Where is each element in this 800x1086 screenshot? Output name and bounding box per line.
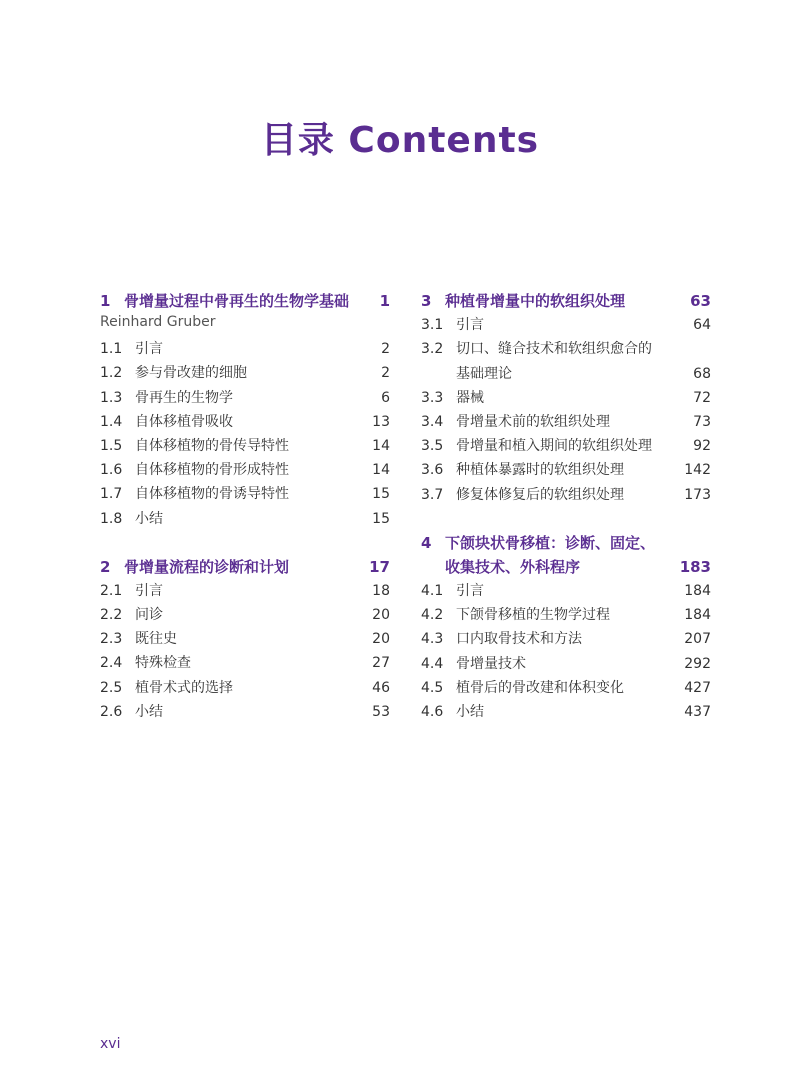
section-page: 18 — [372, 582, 390, 599]
section-title: 修复体修复后的软组织处理 — [456, 486, 624, 503]
section-page: 437 — [684, 704, 711, 720]
section-number: 4.2 — [421, 607, 444, 624]
section-number: 3.6 — [421, 462, 444, 479]
chapter-page: 63 — [690, 292, 711, 310]
section-number: 1.1 — [100, 341, 123, 358]
section-title: 器械 — [456, 389, 484, 406]
chapter-author: Reinhard Gruber — [100, 314, 216, 331]
section-number: 1.7 — [100, 486, 123, 503]
toc-entry[interactable] — [421, 387, 711, 411]
section-page: 14 — [372, 437, 390, 454]
toc-entry[interactable] — [421, 653, 711, 677]
chapter-title: 骨增量过程中骨再生的生物学基础 — [124, 292, 350, 310]
section-title: 骨增量技术 — [456, 655, 526, 672]
toc-entry[interactable] — [421, 701, 711, 725]
section-title: 骨增量和植入期间的软组织处理 — [456, 438, 652, 455]
toc-chapter-4-continuation[interactable] — [421, 556, 711, 580]
toc-chapter-3[interactable] — [421, 290, 711, 314]
section-number: 3.4 — [421, 413, 444, 430]
section-title: 引言 — [135, 341, 163, 358]
section-page: 184 — [684, 583, 711, 600]
toc-entry[interactable] — [421, 604, 711, 628]
toc-entry[interactable] — [421, 411, 711, 435]
chapter-number: 4 — [421, 533, 432, 552]
section-number: 4.1 — [421, 583, 444, 600]
section-title: 自体移植骨吸收 — [135, 413, 233, 430]
section-number: 2.4 — [100, 655, 123, 672]
section-page: 53 — [372, 703, 390, 720]
section-page: 72 — [693, 389, 711, 406]
spacer — [421, 508, 711, 532]
toc-entry[interactable] — [100, 580, 390, 604]
chapter-page: 1 — [379, 292, 390, 310]
section-number: 1.3 — [100, 389, 123, 406]
chapter-title-line2: 收集技术、外科程序 — [445, 557, 581, 576]
toc-entry[interactable] — [421, 628, 711, 652]
section-title: 种植体暴露时的软组织处理 — [456, 462, 624, 479]
section-page: 20 — [372, 607, 390, 624]
toc-entry[interactable] — [100, 701, 390, 725]
toc-entry[interactable] — [100, 677, 390, 701]
toc-entry[interactable] — [100, 362, 390, 386]
toc-entry[interactable] — [421, 338, 711, 362]
section-number: 4.3 — [421, 631, 444, 648]
toc-entry[interactable] — [421, 677, 711, 701]
section-page: 64 — [693, 317, 711, 334]
toc-entry[interactable] — [100, 483, 390, 507]
toc-entry-continuation[interactable] — [421, 363, 711, 387]
section-title: 自体移植物的骨形成特性 — [135, 462, 289, 479]
section-number: 2.3 — [100, 631, 123, 648]
section-number: 4.4 — [421, 655, 444, 672]
section-number: 3.1 — [421, 317, 444, 334]
section-number: 3.7 — [421, 486, 444, 503]
section-page: 68 — [693, 365, 711, 382]
toc-chapter-2[interactable] — [100, 556, 390, 580]
chapter-title: 骨增量流程的诊断和计划 — [124, 557, 290, 576]
toc-entry[interactable] — [100, 387, 390, 411]
section-number: 2.2 — [100, 607, 123, 624]
toc-entry[interactable] — [100, 628, 390, 652]
section-page: 173 — [684, 486, 711, 503]
section-number: 2.6 — [100, 703, 123, 720]
section-page: 2 — [381, 341, 390, 358]
section-page: 427 — [684, 679, 711, 696]
section-number: 1.8 — [100, 510, 123, 527]
section-page: 20 — [372, 631, 390, 648]
chapter-page: 17 — [369, 557, 390, 576]
chapter-page: 183 — [679, 557, 711, 576]
section-number: 1.4 — [100, 413, 123, 430]
page-number: xvi — [100, 1036, 121, 1052]
section-page: 27 — [372, 655, 390, 672]
toc-chapter-4[interactable] — [421, 532, 711, 556]
toc-entry[interactable] — [100, 338, 390, 362]
section-title: 骨再生的生物学 — [135, 389, 233, 406]
section-title: 引言 — [456, 583, 484, 600]
section-title: 植骨术式的选择 — [135, 679, 233, 696]
toc-entry[interactable] — [100, 508, 390, 532]
section-page: 6 — [381, 389, 390, 406]
section-number: 1.6 — [100, 462, 123, 479]
section-page: 15 — [372, 486, 390, 503]
section-page: 15 — [372, 510, 390, 527]
toc-entry[interactable] — [421, 435, 711, 459]
toc-chapter-1[interactable] — [100, 290, 390, 314]
section-title: 问诊 — [135, 607, 163, 624]
toc-entry[interactable] — [421, 484, 711, 508]
section-page: 46 — [372, 679, 390, 696]
section-title: 小结 — [135, 510, 163, 527]
section-number: 2.5 — [100, 679, 123, 696]
chapter-title-line1: 下颌块状骨移植：诊断、固定、 — [445, 533, 656, 552]
section-number: 4.5 — [421, 679, 444, 696]
section-title: 自体移植物的骨诱导特性 — [135, 486, 289, 503]
toc-entry[interactable] — [100, 459, 390, 483]
toc-column-left — [100, 290, 390, 725]
toc-entry[interactable] — [100, 652, 390, 676]
toc-entry[interactable] — [421, 314, 711, 338]
section-page: 13 — [372, 413, 390, 430]
section-title: 引言 — [135, 582, 163, 599]
section-page: 73 — [693, 413, 711, 430]
section-page: 292 — [684, 655, 711, 672]
section-title: 自体移植物的骨传导特性 — [135, 437, 289, 454]
section-title: 口内取骨技术和方法 — [456, 631, 582, 648]
toc-entry[interactable] — [421, 580, 711, 604]
spacer — [100, 532, 390, 556]
section-title: 小结 — [135, 703, 163, 720]
chapter-title: 种植骨增量中的软组织处理 — [445, 292, 626, 310]
section-title: 骨增量术前的软组织处理 — [456, 413, 610, 430]
toc-entry[interactable] — [100, 604, 390, 628]
section-number: 3.2 — [421, 341, 444, 358]
section-title: 引言 — [456, 317, 484, 334]
section-title: 小结 — [456, 704, 484, 720]
section-number: 1.2 — [100, 365, 123, 382]
section-title: 植骨后的骨改建和体积变化 — [456, 679, 624, 696]
section-title-line1: 切口、缝合技术和软组织愈合的 — [456, 341, 652, 358]
section-title-line2: 基础理论 — [456, 365, 512, 382]
section-page: 14 — [372, 462, 390, 479]
toc-entry[interactable] — [100, 435, 390, 459]
section-title: 参与骨改建的细胞 — [135, 365, 247, 382]
section-page: 142 — [684, 462, 711, 479]
chapter-number: 1 — [100, 292, 111, 310]
toc-entry[interactable] — [421, 459, 711, 483]
section-number: 3.5 — [421, 438, 444, 455]
section-title: 特殊检查 — [135, 655, 191, 672]
chapter-number: 2 — [100, 557, 111, 576]
section-number: 2.1 — [100, 582, 123, 599]
section-page: 207 — [684, 631, 711, 648]
section-page: 2 — [381, 365, 390, 382]
toc-column-right — [421, 290, 711, 725]
section-number: 3.3 — [421, 389, 444, 406]
section-number: 1.5 — [100, 437, 123, 454]
page-title: 目录 Contents — [260, 120, 540, 161]
section-title: 既往史 — [135, 631, 177, 648]
chapter-number: 3 — [421, 292, 432, 310]
section-title: 下颌骨移植的生物学过程 — [456, 607, 610, 624]
toc-entry[interactable] — [100, 411, 390, 435]
section-number: 4.6 — [421, 704, 444, 720]
section-page: 184 — [684, 607, 711, 624]
section-page: 92 — [693, 438, 711, 455]
